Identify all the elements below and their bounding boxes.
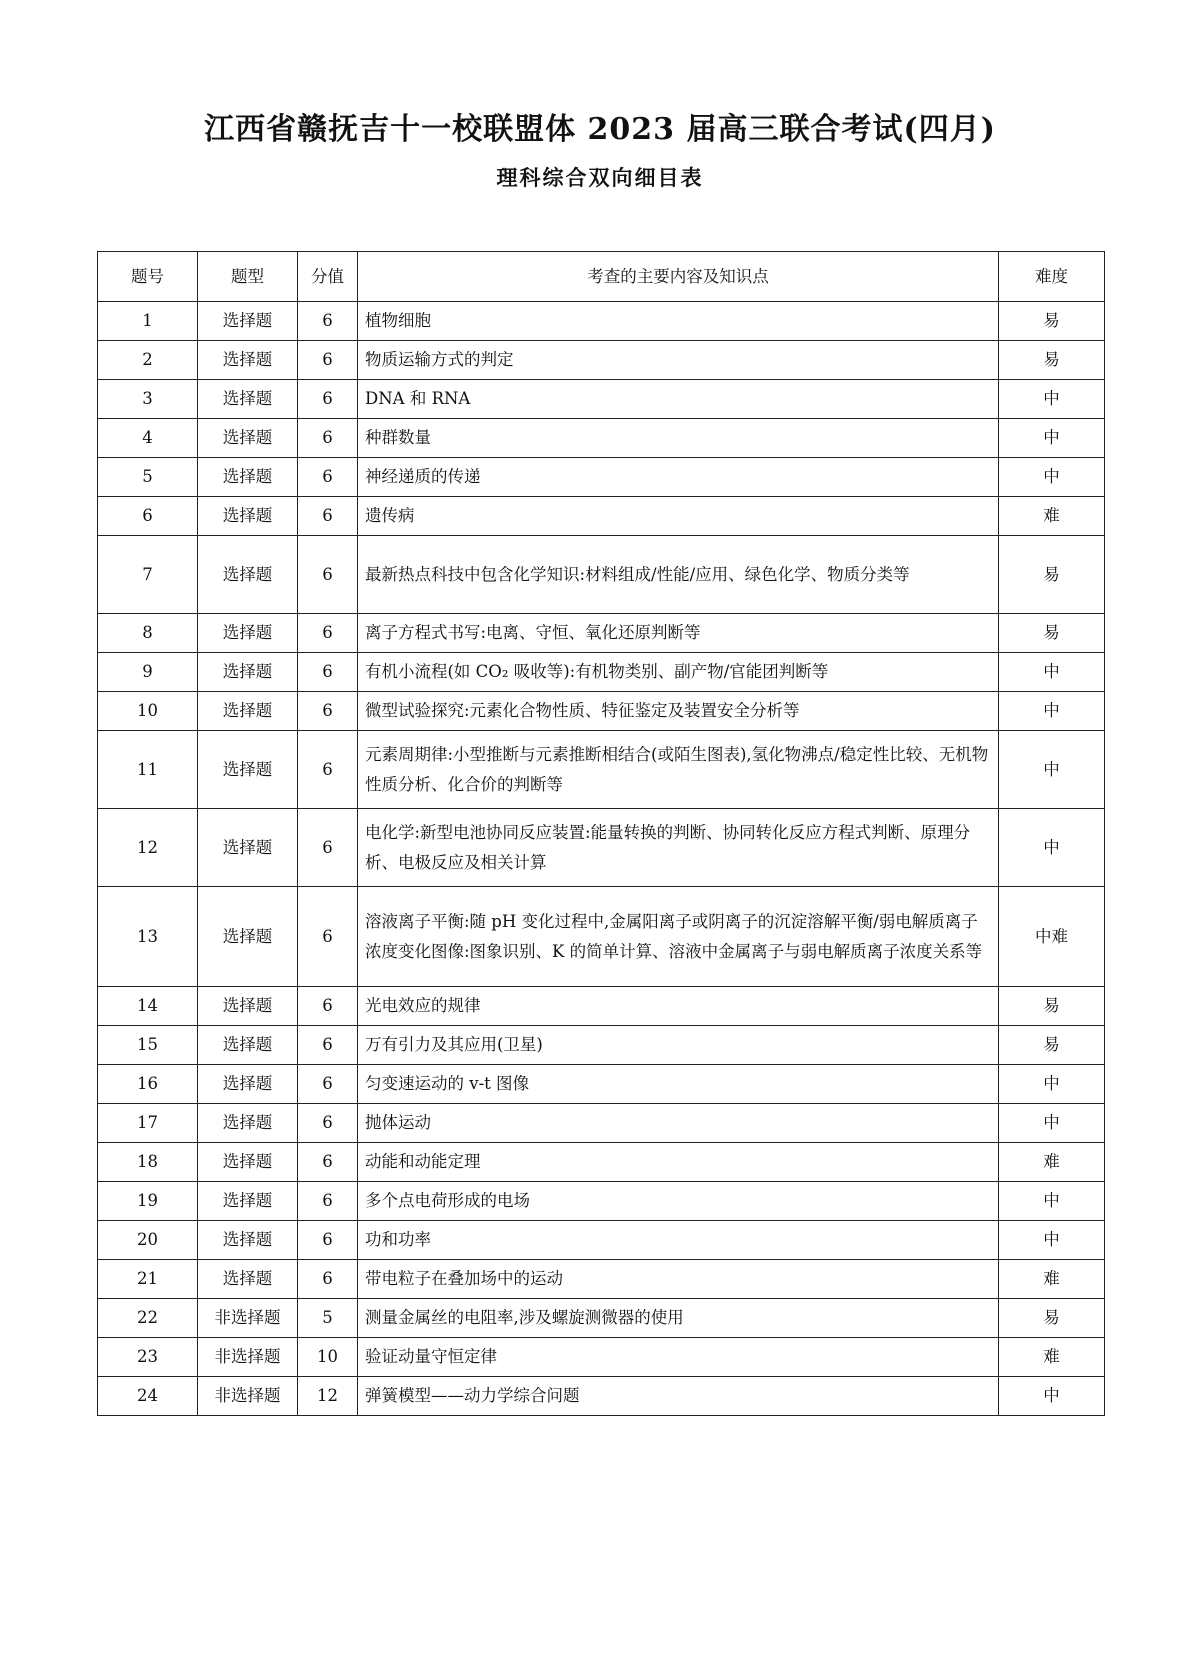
cell-number: 6 (98, 497, 198, 536)
cell-difficulty: 中 (999, 1377, 1105, 1416)
cell-type: 选择题 (198, 341, 298, 380)
cell-difficulty: 难 (999, 1143, 1105, 1182)
cell-type: 选择题 (198, 419, 298, 458)
cell-difficulty: 中 (999, 1182, 1105, 1221)
table-row (98, 1377, 1105, 1416)
cell-content: 弹簧模型——动力学综合问题 (358, 1377, 999, 1416)
cell-content: 动能和动能定理 (358, 1143, 999, 1182)
cell-number: 12 (98, 809, 198, 887)
cell-number: 23 (98, 1338, 198, 1377)
cell-score: 6 (298, 1065, 358, 1104)
cell-content: 测量金属丝的电阻率,涉及螺旋测微器的使用 (358, 1299, 999, 1338)
cell-score: 6 (298, 1182, 358, 1221)
cell-content: 带电粒子在叠加场中的运动 (358, 1260, 999, 1299)
cell-content: 微型试验探究:元素化合物性质、特征鉴定及装置安全分析等 (358, 692, 999, 731)
table-header-row (98, 252, 1105, 302)
cell-difficulty: 易 (999, 614, 1105, 653)
page-title: 江西省赣抚吉十一校联盟体 2023 届高三联合考试(四月) (204, 112, 996, 147)
table-row (98, 1260, 1105, 1299)
cell-number: 9 (98, 653, 198, 692)
cell-difficulty: 易 (999, 1026, 1105, 1065)
cell-type: 选择题 (198, 1260, 298, 1299)
table-row (98, 887, 1105, 987)
cell-score: 6 (298, 341, 358, 380)
table-row (98, 987, 1105, 1026)
cell-score: 6 (298, 887, 358, 987)
cell-number: 22 (98, 1299, 198, 1338)
cell-type: 非选择题 (198, 1299, 298, 1338)
cell-type: 选择题 (198, 987, 298, 1026)
cell-difficulty: 易 (999, 341, 1105, 380)
cell-type: 选择题 (198, 1104, 298, 1143)
table-row (98, 1338, 1105, 1377)
cell-score: 6 (298, 1221, 358, 1260)
cell-number: 4 (98, 419, 198, 458)
column-header-type: 题型 (198, 252, 298, 302)
cell-score: 6 (298, 458, 358, 497)
cell-type: 选择题 (198, 536, 298, 614)
table-row (98, 1143, 1105, 1182)
cell-score: 6 (298, 692, 358, 731)
cell-difficulty: 易 (999, 536, 1105, 614)
table-row (98, 809, 1105, 887)
table-row (98, 1182, 1105, 1221)
cell-content: 抛体运动 (358, 1104, 999, 1143)
cell-score: 6 (298, 302, 358, 341)
cell-type: 选择题 (198, 692, 298, 731)
cell-difficulty: 中 (999, 731, 1105, 809)
cell-type: 选择题 (198, 302, 298, 341)
cell-number: 7 (98, 536, 198, 614)
column-header-content: 考查的主要内容及知识点 (358, 252, 999, 302)
cell-number: 1 (98, 302, 198, 341)
cell-type: 选择题 (198, 614, 298, 653)
cell-score: 6 (298, 1260, 358, 1299)
cell-difficulty: 易 (999, 302, 1105, 341)
table-row (98, 692, 1105, 731)
cell-type: 选择题 (198, 380, 298, 419)
table-row (98, 731, 1105, 809)
cell-difficulty: 中 (999, 1065, 1105, 1104)
cell-number: 5 (98, 458, 198, 497)
table-row (98, 1221, 1105, 1260)
cell-number: 24 (98, 1377, 198, 1416)
cell-difficulty: 中 (999, 458, 1105, 497)
cell-type: 选择题 (198, 1026, 298, 1065)
cell-score: 6 (298, 1026, 358, 1065)
table-row (98, 614, 1105, 653)
column-header-score: 分值 (298, 252, 358, 302)
cell-difficulty: 难 (999, 1338, 1105, 1377)
cell-content: 物质运输方式的判定 (358, 341, 999, 380)
page-subtitle: 理科综合双向细目表 (496, 166, 704, 190)
cell-difficulty: 中 (999, 380, 1105, 419)
cell-type: 选择题 (198, 1182, 298, 1221)
table-row (98, 536, 1105, 614)
cell-score: 6 (298, 497, 358, 536)
cell-content: 神经递质的传递 (358, 458, 999, 497)
cell-type: 非选择题 (198, 1338, 298, 1377)
cell-score: 6 (298, 419, 358, 458)
cell-score: 6 (298, 1143, 358, 1182)
column-header-number: 题号 (98, 252, 198, 302)
cell-content: 溶液离子平衡:随 pH 变化过程中,金属阳离子或阴离子的沉淀溶解平衡/弱电解质离子浓度变化图像:图象识别、K 的简单计算、溶液中金属离子与弱电解质离子浓度关系等 (358, 887, 999, 987)
cell-score: 10 (298, 1338, 358, 1377)
cell-number: 3 (98, 380, 198, 419)
cell-content: 离子方程式书写:电离、守恒、氧化还原判断等 (358, 614, 999, 653)
cell-type: 选择题 (198, 458, 298, 497)
table-row (98, 1104, 1105, 1143)
cell-score: 6 (298, 731, 358, 809)
cell-difficulty: 中难 (999, 887, 1105, 987)
cell-difficulty: 难 (999, 1260, 1105, 1299)
cell-difficulty: 中 (999, 1104, 1105, 1143)
cell-score: 5 (298, 1299, 358, 1338)
cell-content: 电化学:新型电池协同反应装置:能量转换的判断、协同转化反应方程式判断、原理分析、电极反应及相关计算 (358, 809, 999, 887)
cell-score: 6 (298, 653, 358, 692)
cell-difficulty: 中 (999, 1221, 1105, 1260)
cell-type: 选择题 (198, 1221, 298, 1260)
table-row (98, 653, 1105, 692)
cell-number: 18 (98, 1143, 198, 1182)
cell-difficulty: 中 (999, 653, 1105, 692)
cell-score: 6 (298, 1104, 358, 1143)
table-row (98, 1026, 1105, 1065)
table-row (98, 341, 1105, 380)
cell-type: 选择题 (198, 731, 298, 809)
cell-type: 选择题 (198, 887, 298, 987)
cell-score: 6 (298, 380, 358, 419)
column-header-difficulty: 难度 (999, 252, 1105, 302)
cell-difficulty: 难 (999, 497, 1105, 536)
cell-content: DNA 和 RNA (358, 380, 999, 419)
cell-content: 光电效应的规律 (358, 987, 999, 1026)
table-row (98, 1065, 1105, 1104)
cell-number: 21 (98, 1260, 198, 1299)
cell-difficulty: 易 (999, 1299, 1105, 1338)
cell-number: 8 (98, 614, 198, 653)
cell-score: 6 (298, 987, 358, 1026)
cell-content: 多个点电荷形成的电场 (358, 1182, 999, 1221)
table-row (98, 1299, 1105, 1338)
cell-type: 选择题 (198, 653, 298, 692)
table-row (98, 380, 1105, 419)
cell-score: 6 (298, 614, 358, 653)
cell-number: 19 (98, 1182, 198, 1221)
table-row (98, 458, 1105, 497)
cell-number: 17 (98, 1104, 198, 1143)
cell-content: 有机小流程(如 CO₂ 吸收等):有机物类别、副产物/官能团判断等 (358, 653, 999, 692)
cell-type: 选择题 (198, 497, 298, 536)
table-row (98, 419, 1105, 458)
cell-type: 非选择题 (198, 1377, 298, 1416)
cell-score: 12 (298, 1377, 358, 1416)
cell-content: 验证动量守恒定律 (358, 1338, 999, 1377)
cell-content: 种群数量 (358, 419, 999, 458)
specification-table (97, 251, 1105, 1416)
cell-content: 功和功率 (358, 1221, 999, 1260)
cell-content: 匀变速运动的 v-t 图像 (358, 1065, 999, 1104)
cell-type: 选择题 (198, 1143, 298, 1182)
table-row (98, 302, 1105, 341)
table-row (98, 497, 1105, 536)
cell-content: 最新热点科技中包含化学知识:材料组成/性能/应用、绿色化学、物质分类等 (358, 536, 999, 614)
cell-number: 10 (98, 692, 198, 731)
cell-difficulty: 易 (999, 987, 1105, 1026)
cell-difficulty: 中 (999, 809, 1105, 887)
cell-score: 6 (298, 809, 358, 887)
cell-number: 2 (98, 341, 198, 380)
cell-type: 选择题 (198, 809, 298, 887)
cell-number: 16 (98, 1065, 198, 1104)
cell-content: 植物细胞 (358, 302, 999, 341)
cell-content: 元素周期律:小型推断与元素推断相结合(或陌生图表),氢化物沸点/稳定性比较、无机物性质分析、化合价的判断等 (358, 731, 999, 809)
cell-number: 15 (98, 1026, 198, 1065)
cell-number: 13 (98, 887, 198, 987)
cell-number: 14 (98, 987, 198, 1026)
cell-difficulty: 中 (999, 692, 1105, 731)
cell-content: 万有引力及其应用(卫星) (358, 1026, 999, 1065)
cell-difficulty: 中 (999, 419, 1105, 458)
cell-content: 遗传病 (358, 497, 999, 536)
cell-type: 选择题 (198, 1065, 298, 1104)
cell-number: 20 (98, 1221, 198, 1260)
cell-score: 6 (298, 536, 358, 614)
cell-number: 11 (98, 731, 198, 809)
